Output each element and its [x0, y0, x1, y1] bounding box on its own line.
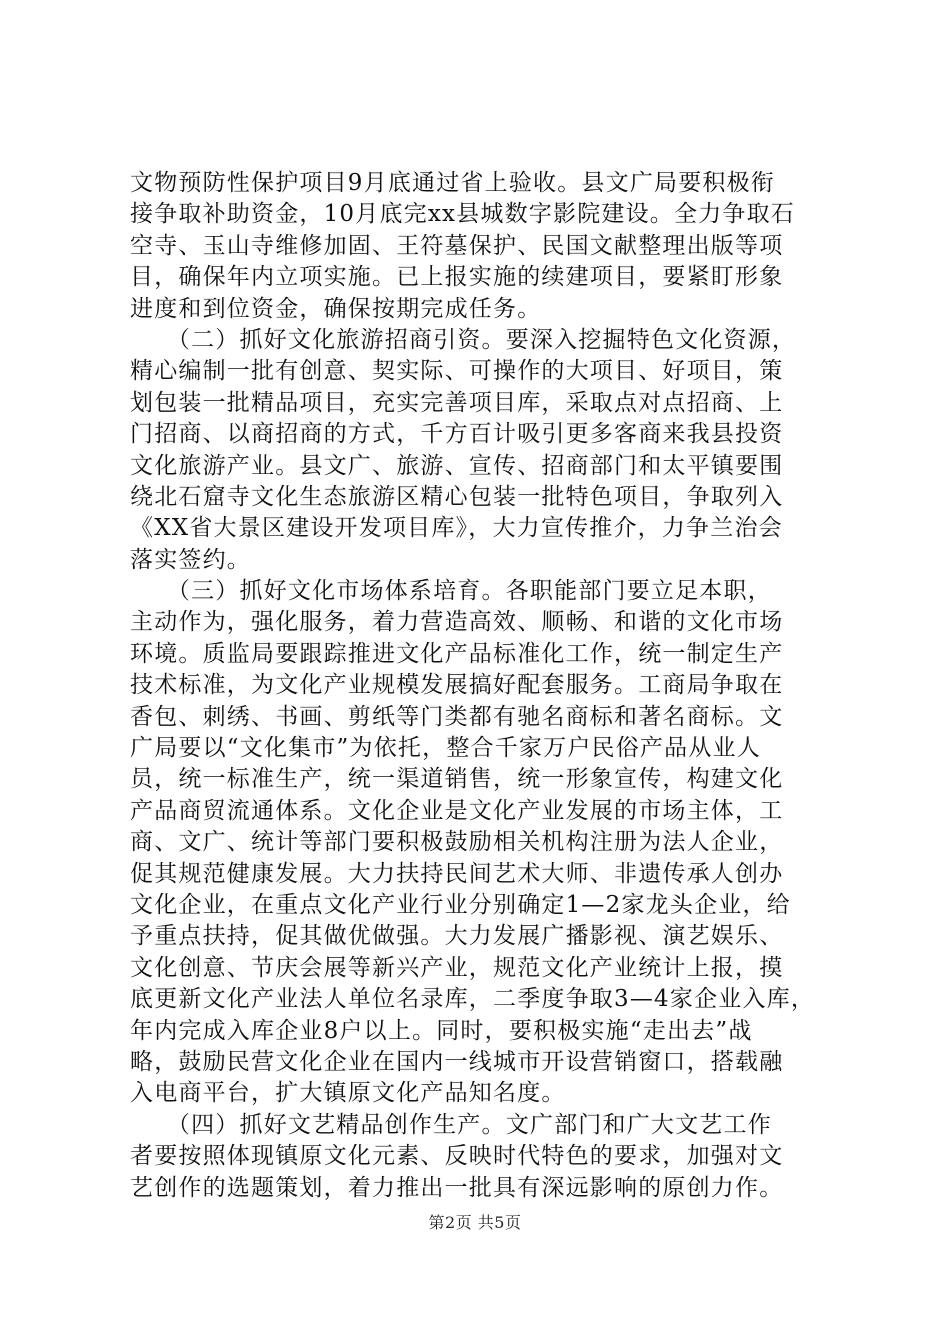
text-line: 广局要以“文化集市”为依托，整合千家万户民俗产品从业人	[130, 735, 761, 762]
text-line: 略，鼓励民营文化企业在国内一线城市开设营销窗口，搭载融	[130, 1048, 784, 1075]
text-line: （二）抓好文化旅游招商引资。要深入挖掘特色文化资源，	[130, 326, 797, 353]
text-line: 文化创意、节庆会展等新兴产业，规范文化产业统计上报，摸	[130, 954, 784, 981]
text-line: 落实签约。	[130, 546, 251, 573]
text-line: 《XX省大景区建设开发项目库》，大力宣传推介，力争兰治会	[130, 515, 783, 542]
text-line: 环境。质监局要跟踪推进文化产品标准化工作，统一制定生产	[130, 640, 784, 667]
text-line: 底更新文化产业法人单位名录库，二季度争取3—4家企业入库，	[130, 986, 816, 1013]
text-line: 艺创作的选题策划，着力推出一批具有深远影响的原创力作。	[130, 1174, 784, 1201]
text-line: 精心编制一批有创意、契实际、可操作的大项目、好项目，策	[130, 358, 784, 385]
text-line: 者要按照体现镇原文化元素、反映时代特色的要求，加强对文	[130, 1143, 784, 1170]
text-line: 主动作为，强化服务，着力营造高效、顺畅、和谐的文化市场	[130, 609, 784, 636]
text-line: 技术标准，为文化产业规模发展搞好配套服务。工商局争取在	[130, 672, 784, 699]
text-line: （三）抓好文化市场体系培育。各职能部门要立足本职，	[130, 578, 772, 605]
text-line: 空寺、玉山寺维修加固、王符墓保护、民国文献整理出版等项	[130, 232, 784, 259]
text-line: 门招商、以商招商的方式，千方百计吸引更多客商来我县投资	[130, 421, 784, 448]
text-line: 文化企业，在重点文化产业行业分别确定1—2家龙头企业，给	[130, 891, 791, 918]
text-line: 划包装一批精品项目，充实完善项目库，采取点对点招商、上	[130, 389, 784, 416]
text-line: 绕北石窟寺文化生态旅游区精心包装一批特色项目，争取列入	[130, 483, 784, 510]
text-line: 产品商贸流通体系。文化企业是文化产业发展的市场主体，工	[130, 797, 784, 824]
text-line: 接争取补助资金，10月底完xx县城数字影院建设。全力争取石	[130, 201, 796, 228]
text-line: 予重点扶持，促其做优做强。大力发展广播影视、演艺娱乐、	[130, 923, 784, 950]
text-line: 促其规范健康发展。大力扶持民间艺术大师、非遗传承人创办	[130, 860, 784, 887]
text-line: 文物预防性保护项目9月底通过省上验收。县文广局要积极衔	[130, 170, 776, 196]
document-body	[130, 168, 830, 1204]
text-line: 员，统一标准生产，统一渠道销售，统一形象宣传，构建文化	[130, 766, 784, 793]
text-line: 文化旅游产业。县文广、旅游、宣传、招商部门和太平镇要围	[130, 452, 784, 479]
text-line: （四）抓好文艺精品创作生产。文广部门和广大文艺工作	[130, 1111, 772, 1138]
text-line: 入电商平台，扩大镇原文化产品知名度。	[130, 1080, 566, 1107]
page-number-footer: 第2页 共5页	[428, 1213, 522, 1232]
text-line: 商、文广、统计等部门要积极鼓励相关机构注册为法人企业，	[130, 829, 784, 856]
text-line: 年内完成入库企业8户以上。同时，要积极实施“走出去”战	[130, 1017, 753, 1044]
text-line: 目，确保年内立项实施。已上报实施的续建项目，要紧盯形象	[130, 264, 784, 291]
text-line: 进度和到位资金，确保按期完成任务。	[130, 295, 542, 322]
text-line: 香包、刺绣、书画、剪纸等门类都有驰名商标和著名商标。文	[130, 703, 784, 730]
